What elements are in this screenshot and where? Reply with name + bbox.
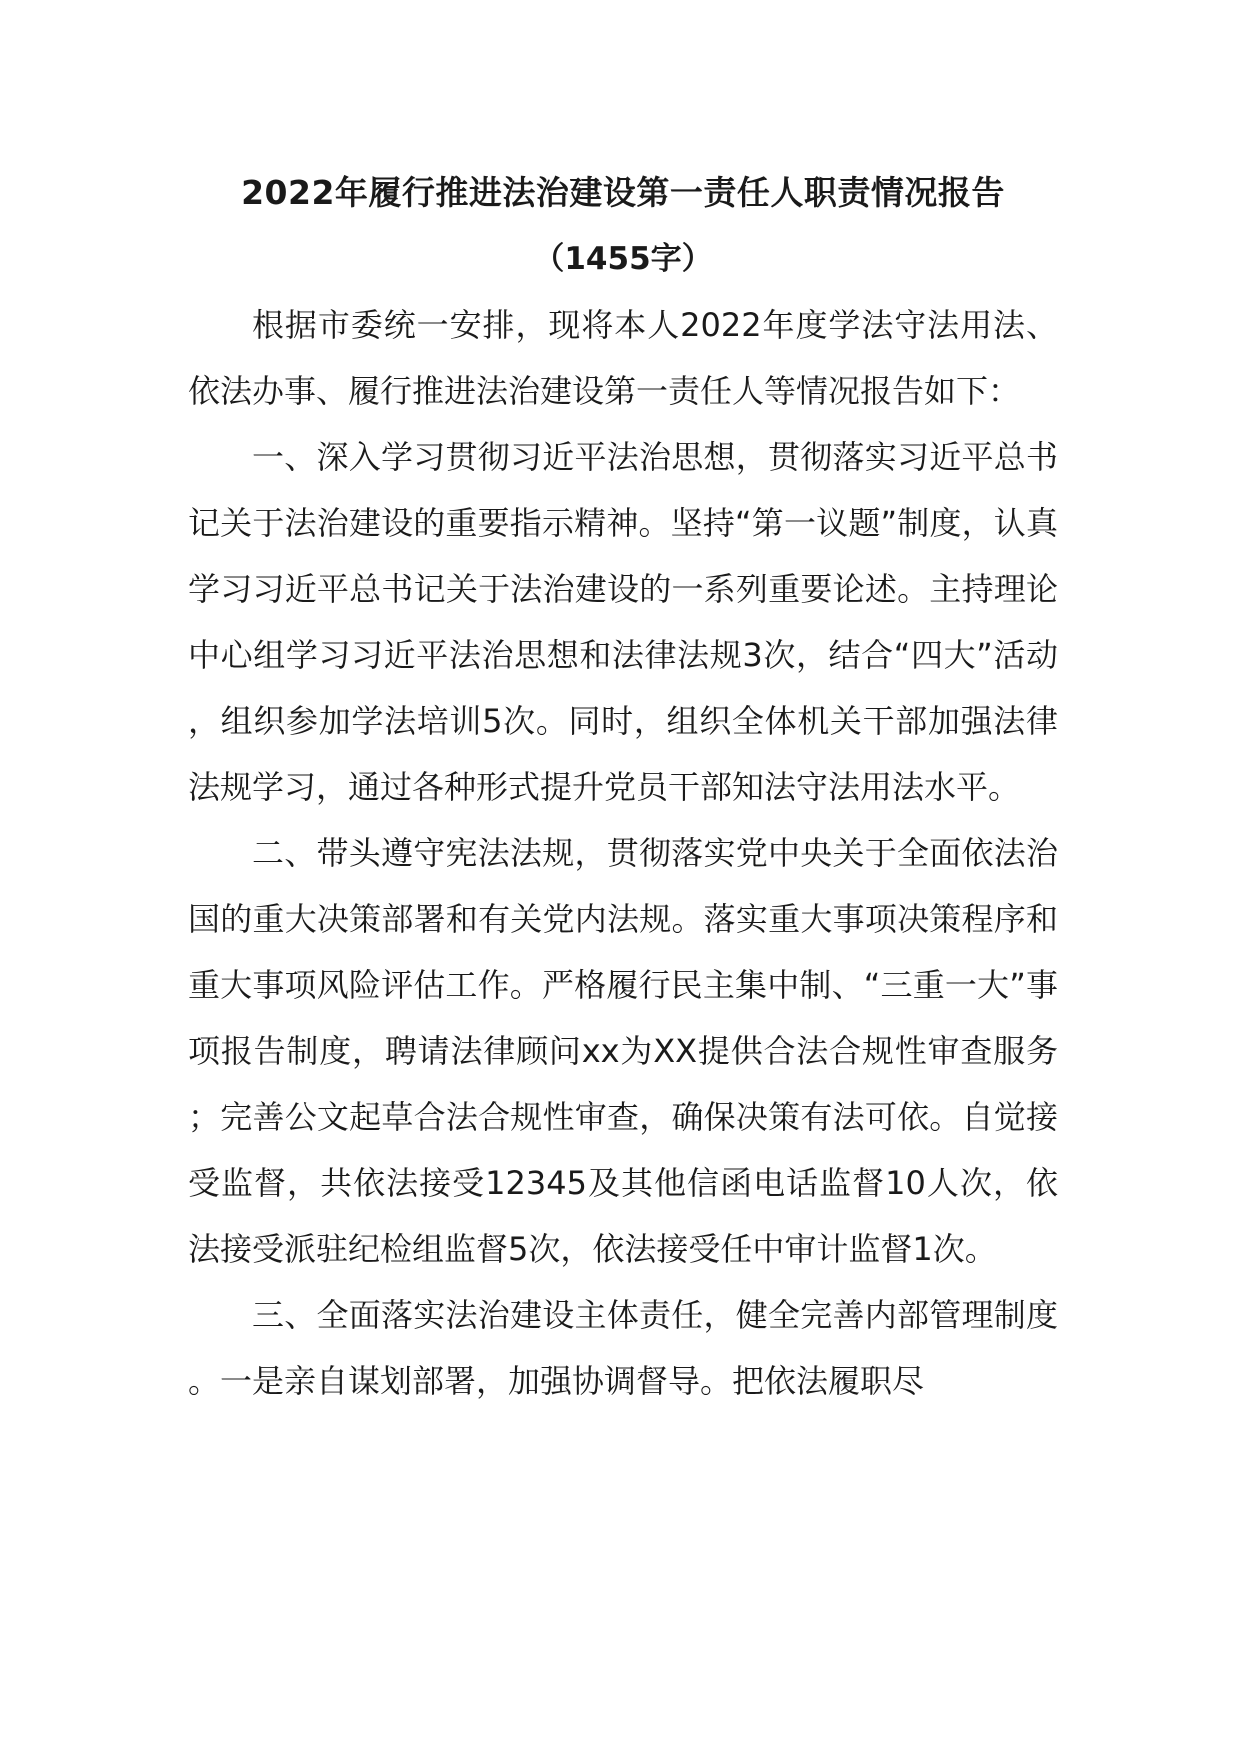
document-title: 2022年履行推进法治建设第一责任人职责情况报告 [241,173,1005,212]
paragraph-section-1: 一、深入学习贯彻习近平法治思想，贯彻落实习近平总书记关于法治建设的重要指示精神。坚持“第一议题”制度，认真学习习近平总书记关于法治建设的一系列重要论述。主持理论中心组学习习近平法治思想和法律法规3次，结合“四大”活动，组织参加学法培训5次。同时，组织全体机关干部加强法律法规学习，通过各种形式提升党员干部知法守法用法水平。 [188,438,1058,806]
document-page [188,160,1058,1414]
paragraph-section-2: 二、带头遵守宪法法规，贯彻落实党中央关于全面依法治国的重大决策部署和有关党内法规。落实重大事项决策程序和重大事项风险评估工作。严格履行民主集中制、“三重一大”事项报告制度，聘请法律顾问xx为XX提供合法合规性审查服务；完善公文起草合法合规性审查，确保决策有法可依。自觉接受监督，共依法接受12345及其他信函电话监督10人次，依法接受派驻纪检组监督5次，依法接受任中审计监督1次。 [188,834,1058,1268]
paragraph-intro: 根据市委统一安排，现将本人2022年度学法守法用法、依法办事、履行推进法治建设第一责任人等情况报告如下： [188,306,1058,410]
paragraph-section-3: 三、全面落实法治建设主体责任，健全完善内部管理制度。一是亲自谋划部署，加强协调督导。把依法履职尽 [188,1296,1058,1400]
document-subtitle: （1455字） [533,241,713,277]
